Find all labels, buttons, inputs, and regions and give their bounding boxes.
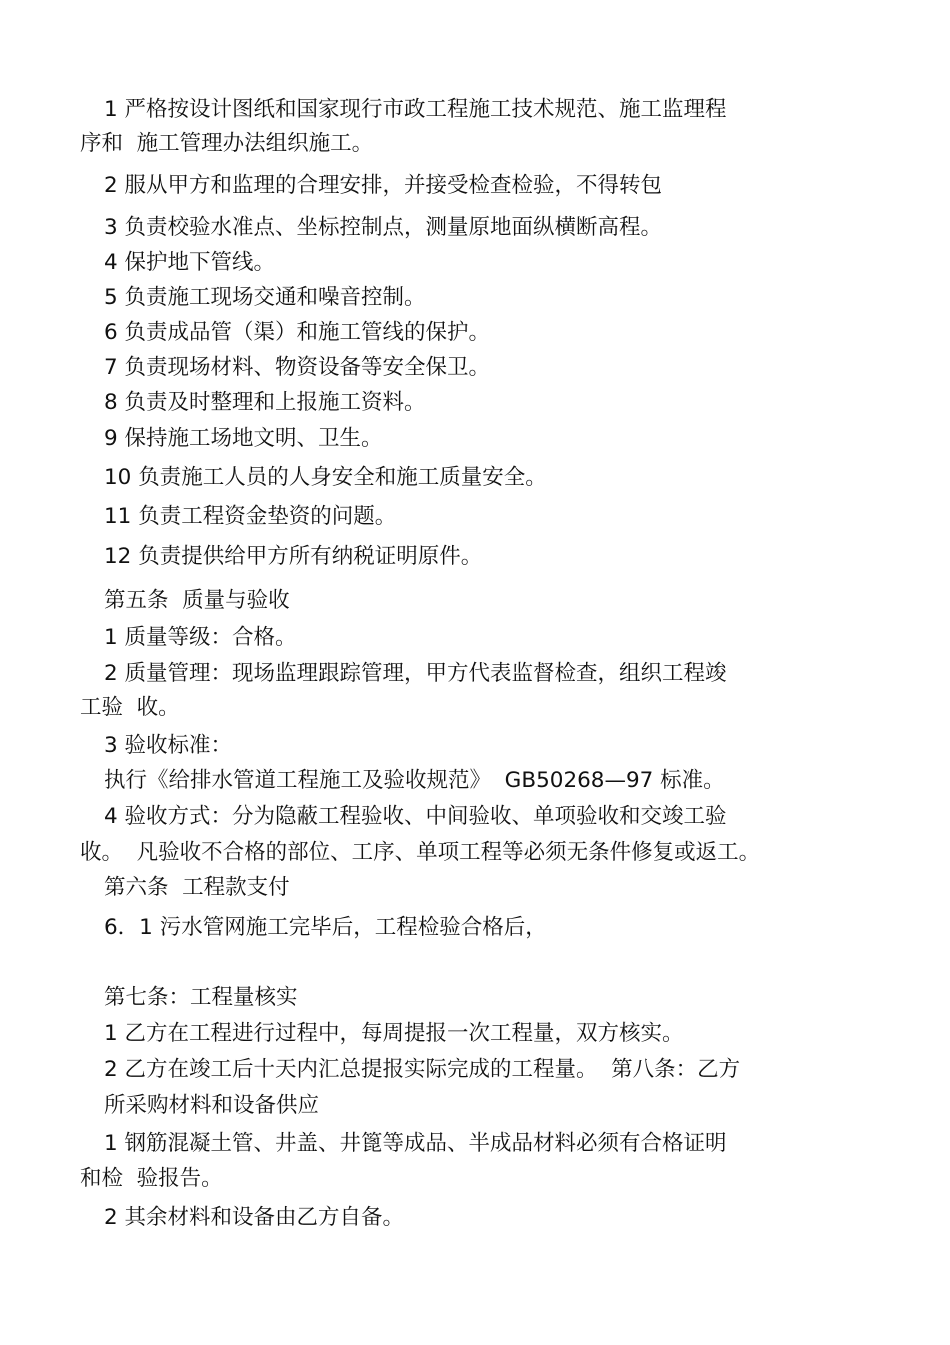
section-heading-7: 第七条：工程量核实	[104, 985, 298, 1010]
text-line-30: 2 其余材料和设备由乙方自备。	[104, 1205, 405, 1230]
text-line-13: 12 负责提供给甲方所有纳税证明原件。	[104, 544, 483, 569]
section-heading-5: 第五条 质量与验收	[104, 588, 290, 613]
text-line-15: 1 质量等级：合格。	[104, 625, 297, 650]
text-line-27: 所采购材料和设备供应	[104, 1093, 320, 1118]
text-line-19: 执行《给排水管道工程施工及验收规范》 GB50268—97 标准。	[104, 768, 725, 793]
text-line-25: 1 乙方在工程进行过程中，每周提报一次工程量，双方核实。	[104, 1021, 684, 1046]
text-line-21: 收。 凡验收不合格的部位、工序、单项工程等必须无条件修复或返工。	[80, 840, 761, 865]
text-line-29: 和检 验报告。	[80, 1166, 223, 1191]
text-line-4: 3 负责校验水准点、坐标控制点，测量原地面纵横断高程。	[104, 215, 663, 240]
text-line-9: 8 负责及时整理和上报施工资料。	[104, 390, 426, 415]
text-line-26: 2 乙方在竣工后十天内汇总提报实际完成的工程量。 第八条：乙方	[104, 1057, 741, 1082]
text-line-5: 4 保护地下管线。	[104, 250, 276, 275]
section-heading-6: 第六条 工程款支付	[104, 875, 290, 900]
text-line-3: 2 服从甲方和监理的合理安排，并接受检查检验，不得转包	[104, 173, 663, 198]
text-line-20: 4 验收方式：分为隐蔽工程验收、中间验收、单项验收和交竣工验	[104, 804, 727, 829]
text-line-6: 5 负责施工现场交通和噪音控制。	[104, 285, 426, 310]
text-line-12: 11 负责工程资金垫资的问题。	[104, 504, 397, 529]
text-line-2: 序和 施工管理办法组织施工。	[80, 131, 374, 156]
text-line-8: 7 负责现场材料、物资设备等安全保卫。	[104, 355, 491, 380]
text-line-17: 工验 收。	[80, 695, 180, 720]
text-line-28: 1 钢筋混凝土管、井盖、井篦等成品、半成品材料必须有合格证明	[104, 1131, 727, 1156]
text-line-10: 9 保持施工场地文明、卫生。	[104, 426, 383, 451]
text-line-1: 1 严格按设计图纸和国家现行市政工程施工技术规范、施工监理程	[104, 97, 727, 122]
text-line-11: 10 负责施工人员的人身安全和施工质量安全。	[104, 465, 547, 490]
text-line-16: 2 质量管理：现场监理跟踪管理，甲方代表监督检查，组织工程竣	[104, 661, 727, 686]
text-line-7: 6 负责成品管（渠）和施工管线的保护。	[104, 320, 491, 345]
text-line-18: 3 验收标准：	[104, 733, 233, 758]
text-line-23: 6．1 污水管网施工完毕后，工程检验合格后，	[104, 915, 547, 940]
